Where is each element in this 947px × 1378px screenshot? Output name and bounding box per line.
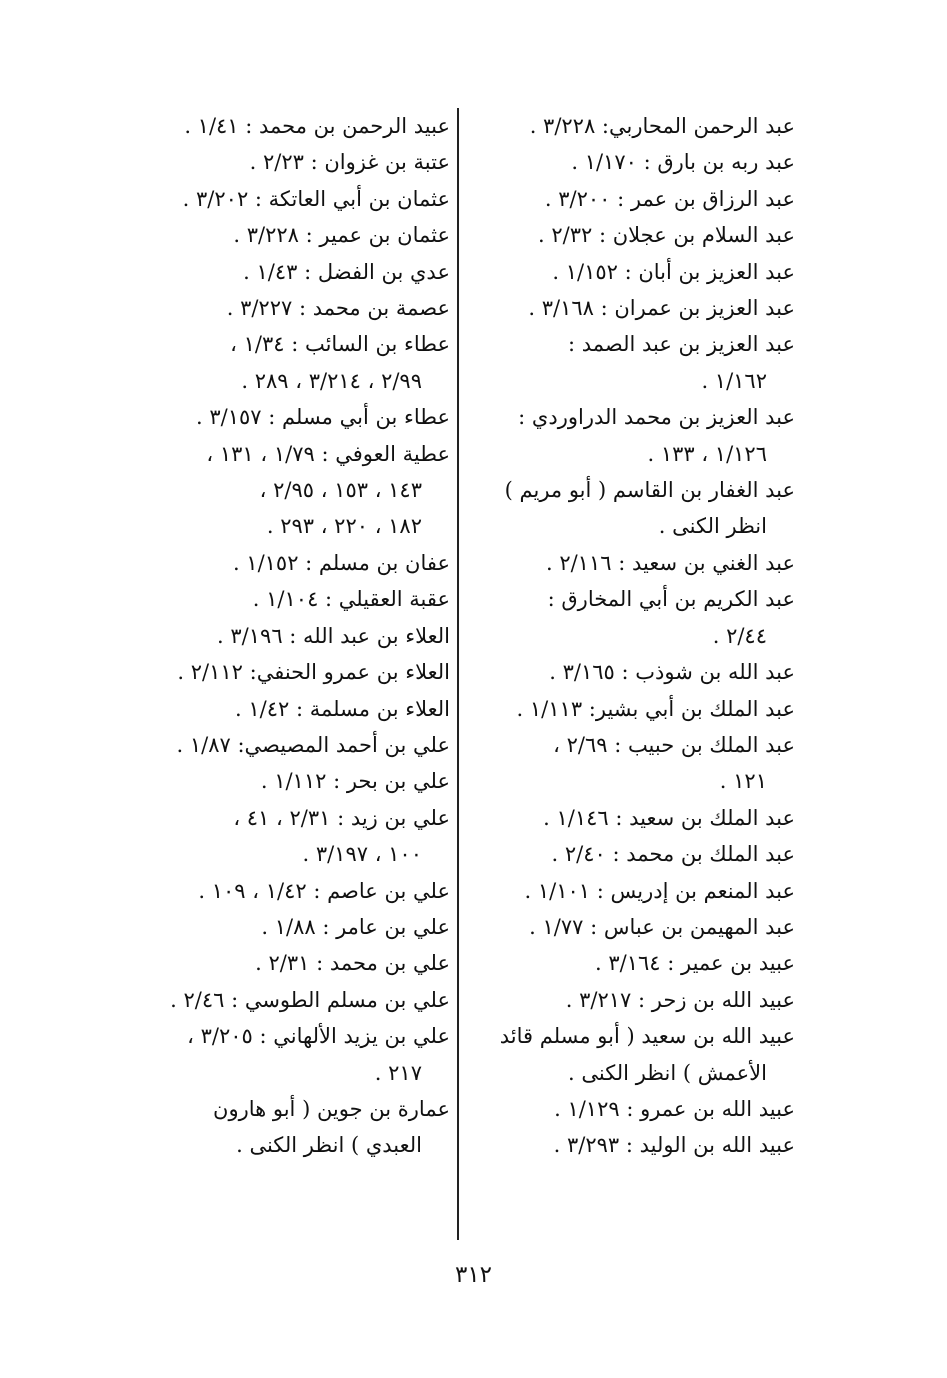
index-entry	[105, 618, 450, 654]
entry-text: عبد العزيز بن محمد الدراوردي :	[518, 405, 795, 430]
entry-text: عتبة بن غزوان : ٢/٢٣ .	[249, 150, 450, 175]
index-entry	[470, 399, 795, 472]
index-entry	[105, 763, 450, 799]
entry-text: عبيد الله بن زحر : ٣/٢١٧ .	[565, 987, 795, 1012]
index-entry	[105, 581, 450, 617]
index-entry	[470, 836, 795, 872]
index-entry	[105, 181, 450, 217]
index-entry	[470, 800, 795, 836]
right-column	[470, 108, 795, 1164]
entry-text: علي بن أحمد المصيصي: ١/٨٧ .	[176, 732, 450, 757]
entry-continuation: ٢١٧ .	[374, 1060, 422, 1085]
entry-continuation: العبدي ) انظر الكنى .	[236, 1133, 422, 1158]
index-entry	[470, 326, 795, 399]
index-entry	[105, 909, 450, 945]
index-entry	[470, 873, 795, 909]
entry-continuation: ٢/٩٩ ، ٣/٢١٤ ، ٢٨٩ .	[241, 368, 422, 393]
entry-text: عبد الرحمن المحاربي: ٣/٢٢٨ .	[529, 114, 795, 138]
entry-text: علي بن محمد : ٢/٣١ .	[255, 951, 450, 976]
entry-text: عبيد الله بن الوليد : ٣/٢٩٣ .	[553, 1133, 795, 1158]
entry-text: عبد الغفار بن القاسم ( أبو مريم )	[504, 478, 795, 503]
index-entry	[105, 727, 450, 763]
index-entry	[105, 1018, 450, 1091]
index-entry	[470, 1091, 795, 1127]
entry-continuation: الأعمش ) انظر الكنى .	[568, 1060, 767, 1085]
index-entry	[105, 399, 450, 435]
entry-text: عبد الغني بن سعيد : ٢/١١٦ .	[545, 550, 795, 575]
index-entry	[470, 727, 795, 800]
entry-continuation: ٢/٤٤ .	[712, 623, 767, 648]
index-entry	[105, 254, 450, 290]
entry-text: عبيد الله بن عمرو : ١/١٢٩ .	[554, 1096, 795, 1121]
entry-continuation: ١٢١ .	[719, 769, 767, 794]
entry-continuation: ١٨٢ ، ٢٢٠ ، ٢٩٣ .	[266, 514, 422, 539]
entry-text: العلاء بن عمرو الحنفي: ٢/١١٢ .	[177, 660, 450, 685]
page-number: ٣١٢	[454, 1262, 493, 1288]
entry-text: عبد ربه بن بارق : ١/١٧٠ .	[571, 150, 795, 175]
index-entry	[105, 290, 450, 326]
entry-text: علي بن عامر : ١/٨٨ .	[261, 914, 450, 939]
entry-text: عبد الملك بن حبيب : ٢/٦٩ ،	[553, 732, 795, 757]
entry-text: عبد الله بن شوذب : ٣/١٦٥ .	[549, 660, 795, 685]
entry-text: عبد الملك بن سعيد : ١/١٤٦ .	[543, 805, 795, 830]
entry-text: علي بن بحر : ١/١١٢ .	[260, 769, 450, 794]
index-entry	[470, 181, 795, 217]
index-entry	[470, 654, 795, 690]
entry-text: عبد الملك بن محمد : ٢/٤٠ .	[551, 842, 795, 867]
index-entry	[105, 326, 450, 399]
index-entry	[470, 472, 795, 545]
entry-text: عبد العزيز بن عمران : ٣/١٦٨ .	[528, 296, 795, 321]
index-entry	[470, 254, 795, 290]
index-entry	[470, 945, 795, 981]
entry-text: علي بن يزيد الألهاني : ٣/٢٠٥ ،	[187, 1024, 450, 1049]
entry-text: علي بن عاصم : ١/٤٢ ، ١٠٩ .	[198, 878, 450, 903]
index-entry	[470, 290, 795, 326]
entry-text: عبد المهيمن بن عباس : ١/٧٧ .	[529, 914, 795, 939]
index-entry	[105, 545, 450, 581]
entry-continuation: ١/١٦٢ .	[701, 368, 767, 393]
index-entry	[470, 691, 795, 727]
entry-text: عثمان بن عمير : ٣/٢٢٨ .	[233, 223, 450, 248]
entry-continuation: ١٤٣ ، ١٥٣ ، ٢/٩٥ ،	[259, 478, 422, 503]
entry-continuation: ١٠٠ ، ٣/١٩٧ .	[302, 842, 422, 867]
index-entry	[470, 1127, 795, 1163]
entry-text: عطية العوفي : ١/٧٩ ، ١٣١ ،	[206, 441, 450, 466]
index-entry	[105, 217, 450, 253]
entry-text: عبيد الله بن سعيد ( أبو مسلم قائد	[499, 1024, 795, 1049]
index-entry	[470, 581, 795, 654]
index-entry	[105, 691, 450, 727]
entry-text: عصمة بن محمد : ٣/٢٢٧ .	[226, 296, 450, 321]
entry-text: عبد الملك بن أبي بشير: ١/١١٣ .	[516, 696, 795, 721]
entry-text: عثمان بن أبي العاتكة : ٣/٢٠٢ .	[182, 186, 450, 211]
entry-text: عبد العزيز بن عبد الصمد :	[567, 332, 795, 357]
index-entry	[105, 1091, 450, 1164]
entry-continuation: ١/١٢٦ ، ١٣٣ .	[647, 441, 767, 466]
index-entry	[470, 982, 795, 1018]
entry-text: عفان بن مسلم : ١/١٥٢ .	[232, 550, 450, 575]
entry-text: العلاء بن عبد الله : ٣/١٩٦ .	[217, 623, 450, 648]
index-entry	[470, 217, 795, 253]
index-entry	[470, 108, 795, 144]
entry-text: عبيد بن عمير : ٣/١٦٤ .	[595, 951, 795, 976]
entry-text: علي بن زيد : ٢/٣١ ، ٤١ ،	[233, 805, 450, 830]
index-entry	[470, 1018, 795, 1091]
entry-text: عبد المنعم بن إدريس : ١/١٠١ .	[524, 878, 795, 903]
entry-text: عطاء بن السائب : ١/٣٤ ،	[230, 332, 450, 357]
entry-text: عبد السلام بن عجلان : ٢/٣٢ .	[538, 223, 795, 248]
index-entry	[470, 909, 795, 945]
index-entry	[470, 545, 795, 581]
index-entry	[105, 108, 450, 144]
entry-text: عقبة العقيلي : ١/١٠٤ .	[252, 587, 450, 612]
entry-text: عبيد الرحمن بن محمد : ١/٤١ .	[184, 114, 450, 138]
entry-continuation: انظر الكنى .	[658, 514, 767, 539]
column-divider	[457, 108, 459, 1240]
index-entry	[105, 654, 450, 690]
entry-text: عبد الرزاق بن عمر : ٣/٢٠٠ .	[544, 186, 795, 211]
entry-text: عدي بن الفضل : ١/٤٣ .	[243, 259, 450, 284]
entry-text: علي بن مسلم الطوسي : ٢/٤٦ .	[170, 987, 450, 1012]
index-entry	[105, 945, 450, 981]
entry-text: العلاء بن مسلمة : ١/٤٢ .	[235, 696, 450, 721]
entry-text: عبد الكريم بن أبي المخارق :	[547, 587, 795, 612]
entry-text: عمارة بن جوين ( أبو هارون	[213, 1096, 450, 1121]
left-column	[105, 108, 450, 1164]
entry-text: عطاء بن أبي مسلم : ٣/١٥٧ .	[196, 405, 450, 430]
index-entry	[105, 982, 450, 1018]
index-entry	[105, 873, 450, 909]
index-entry	[470, 144, 795, 180]
index-entry	[105, 144, 450, 180]
index-entry	[105, 436, 450, 545]
entry-text: عبد العزيز بن أبان : ١/١٥٢ .	[552, 259, 795, 284]
index-entry	[105, 800, 450, 873]
